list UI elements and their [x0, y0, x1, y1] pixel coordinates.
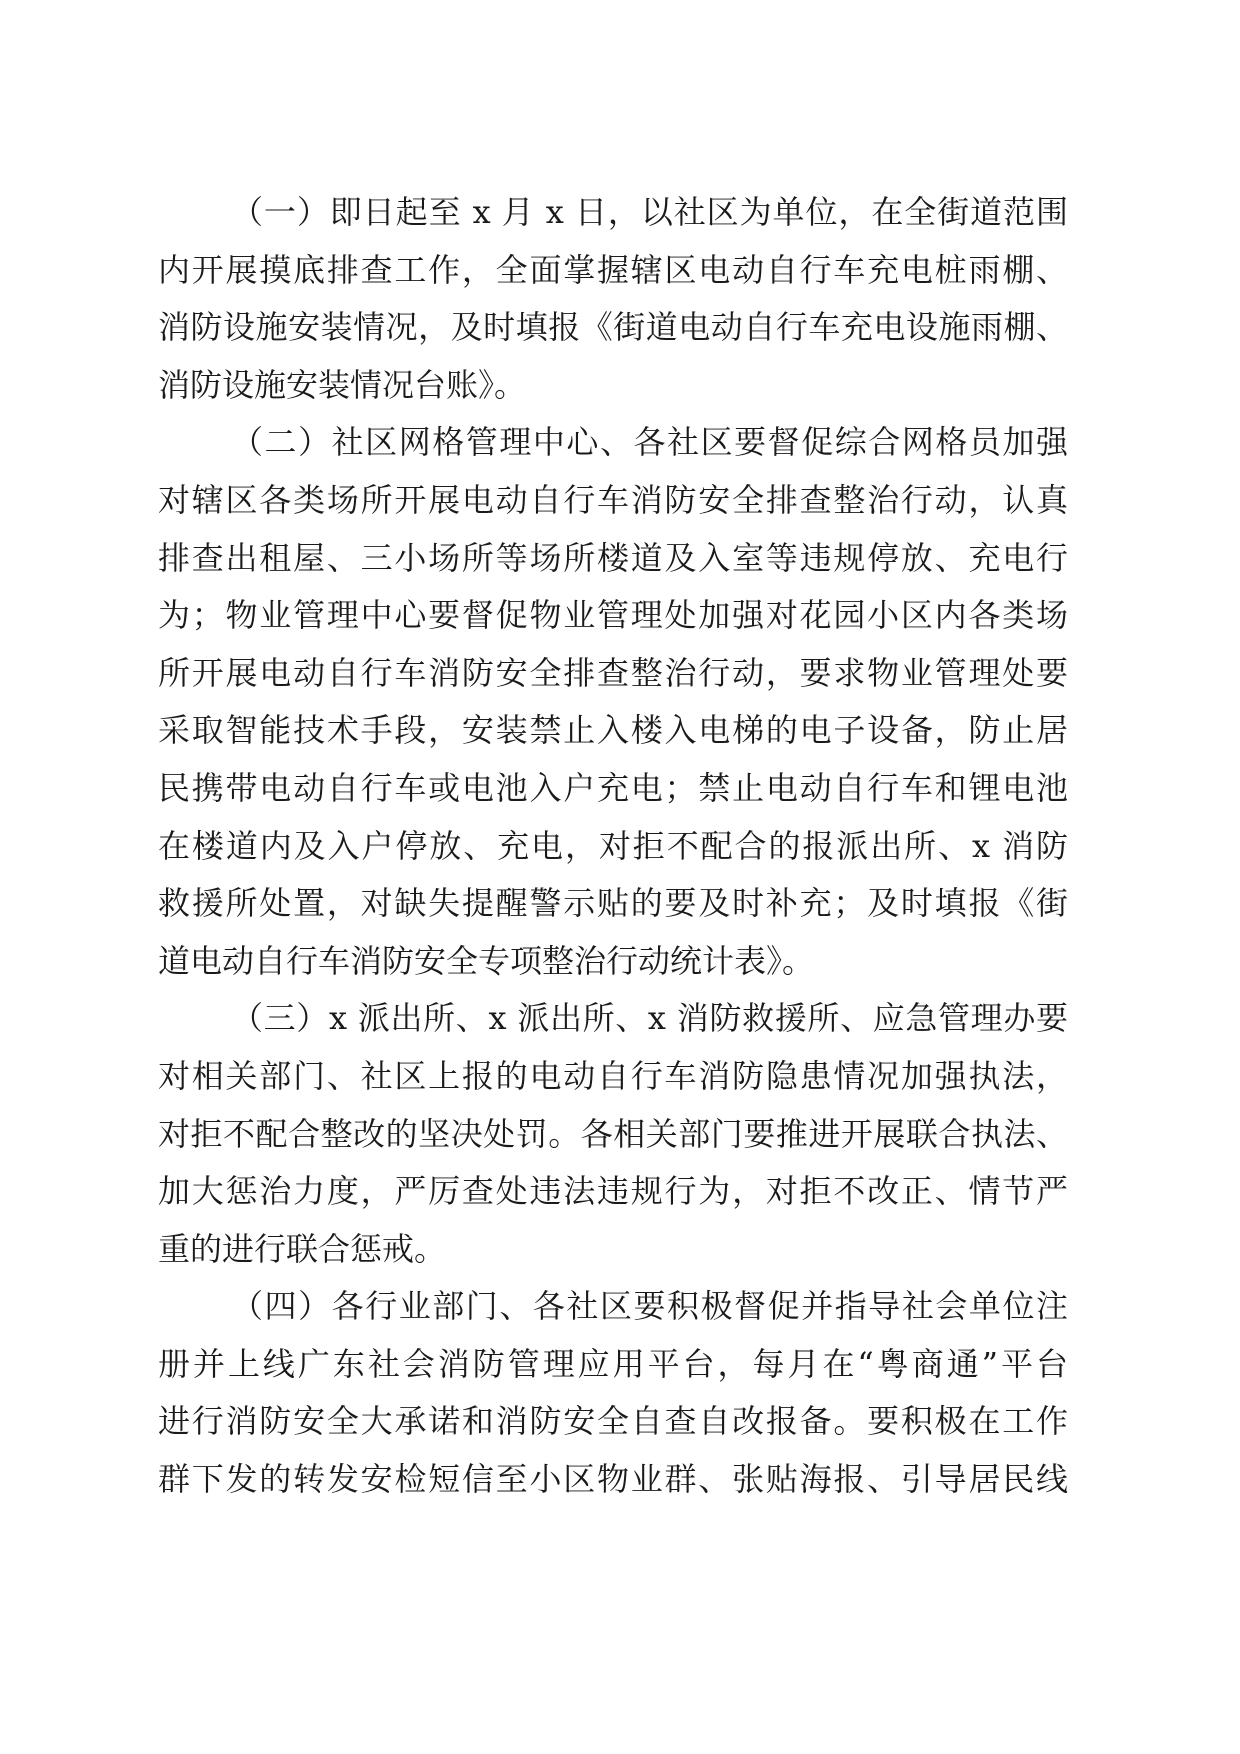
paragraph-3-line-1: （三）x 派出所、x 派出所、x 消防救援所、应急管理办要: [231, 999, 1068, 1038]
paragraph-3-line-5: 重的进行联合惩戒。: [158, 1229, 447, 1268]
paragraph-4: [158, 1278, 1068, 1508]
paragraph-2-line-6: 采取智能技术手段，安装禁止入楼入电梯的电子设备，防止居: [158, 711, 1068, 750]
paragraph-1-line-2: 内开展摸底排查工作，全面掌握辖区电动自行车充电桩雨棚、: [158, 250, 1068, 289]
paragraph-2-line-7: 民携带电动自行车或电池入户充电；禁止电动自行车和锂电池: [158, 768, 1068, 807]
paragraph-3-line-4: 加大惩治力度，严厉查处违法违规行为，对拒不改正、情节严: [158, 1172, 1068, 1211]
paragraph-2-line-3: 排查出租屋、三小场所等场所楼道及入室等违规停放、充电行: [158, 538, 1068, 577]
paragraph-4-line-2: 册并上线广东社会消防管理应用平台，每月在“粤商通”平台: [158, 1344, 1068, 1383]
paragraph-1: [158, 184, 1068, 414]
paragraph-2-line-1: （二）社区网格管理中心、各社区要督促综合网格员加强: [231, 423, 1068, 462]
paragraph-1-line-3: 消防设施安装情况，及时填报《街道电动自行车充电设施雨棚、: [158, 308, 1068, 347]
paragraph-4-line-4: 群下发的转发安检短信至小区物业群、张贴海报、引导居民线: [158, 1460, 1068, 1499]
paragraph-2-line-10: 道电动自行车消防安全专项整治行动统计表》。: [158, 941, 815, 980]
paragraph-3: [158, 990, 1068, 1278]
paragraph-2-line-8: 在楼道内及入户停放、充电，对拒不配合的报派出所、x 消防: [158, 826, 1068, 865]
paragraph-2-line-9: 救援所处置，对缺失提醒警示贴的要及时补充；及时填报《街: [158, 884, 1068, 923]
paragraph-3-line-3: 对拒不配合整改的坚决处罚。各相关部门要推进开展联合执法、: [158, 1114, 1068, 1153]
paragraph-2-line-5: 所开展电动自行车消防安全排查整治行动，要求物业管理处要: [158, 653, 1068, 692]
paragraph-2: [158, 414, 1068, 990]
paragraph-4-line-1: （四）各行业部门、各社区要积极督促并指导社会单位注: [231, 1287, 1068, 1326]
paragraph-4-line-3: 进行消防安全大承诺和消防安全自查自改报备。要积极在工作: [158, 1402, 1068, 1441]
paragraph-2-line-4: 为；物业管理中心要督促物业管理处加强对花园小区内各类场: [158, 596, 1068, 635]
paragraph-1-line-4: 消防设施安装情况台账》。: [158, 365, 527, 404]
paragraph-1-line-1: （一）即日起至 x 月 x 日，以社区为单位，在全街道范围: [231, 193, 1068, 231]
paragraph-3-line-2: 对相关部门、社区上报的电动自行车消防隐患情况加强执法，: [158, 1056, 1068, 1095]
paragraph-2-line-2: 对辖区各类场所开展电动自行车消防安全排查整治行动，认真: [158, 480, 1068, 519]
document-body: [158, 184, 1068, 1509]
